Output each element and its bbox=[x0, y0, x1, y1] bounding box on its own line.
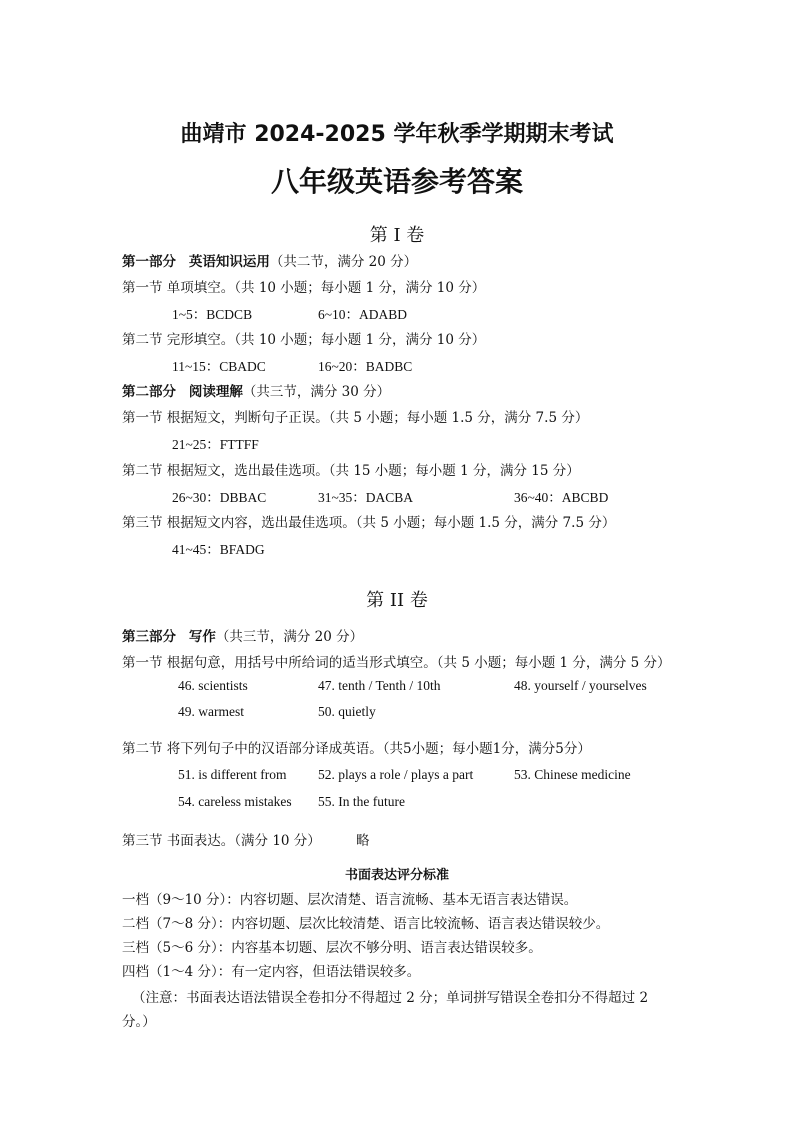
criteria-level-4: 四档（1～4 分）：有一定内容，但语法错误较多。 bbox=[122, 964, 421, 980]
answer-11-15: 11~15：CBADC bbox=[172, 359, 266, 374]
answer-51: 51. is different from bbox=[178, 767, 287, 782]
section-label: 第一节 bbox=[122, 410, 163, 426]
exam-title: 曲靖市 2024-2025 学年秋季学期期末考试 bbox=[180, 122, 614, 147]
answer-55: 55. In the future bbox=[318, 794, 405, 809]
part2-note: （共三节，满分 30 分） bbox=[242, 384, 391, 400]
section-desc: 根据短文，选出最佳选项。（共 15 小题；每小题 1 分，满分 15 分） bbox=[166, 463, 580, 479]
answer-47: 47. tenth / Tenth / 10th bbox=[318, 678, 441, 693]
p2s3-heading bbox=[122, 511, 615, 531]
p3s3-heading bbox=[122, 829, 321, 849]
part3-label: 第三部分 bbox=[122, 629, 176, 645]
answer-21-25: 21~25：FTTFF bbox=[172, 437, 259, 452]
section-label: 第二节 bbox=[122, 463, 163, 479]
answer-48: 48. yourself / yourselves bbox=[514, 678, 647, 693]
section-desc: 完形填空。（共 10 小题；每小题 1 分，满分 10 分） bbox=[166, 332, 486, 348]
answer-50: 50. quietly bbox=[318, 704, 376, 719]
answer-46: 46. scientists bbox=[178, 678, 248, 693]
section-label: 第一节 bbox=[122, 280, 163, 296]
part3-note: （共三节，满分 20 分） bbox=[215, 629, 364, 645]
p1s1-heading bbox=[122, 276, 485, 296]
answer-6-10: 6~10：ADABD bbox=[318, 307, 408, 322]
section-desc: 根据句意，用括号中所给词的适当形式填空。（共 5 小题；每小题 1 分，满分 5 分） bbox=[166, 655, 671, 671]
section-desc: 根据短文内容，选出最佳选项。（共 5 小题；每小题 1.5 分，满分 7.5 分） bbox=[166, 515, 616, 531]
answer-16-20: 16~20：BADBC bbox=[318, 359, 413, 374]
section-label: 第一节 bbox=[122, 655, 163, 671]
section-desc: 书面表达。（满分 10 分） bbox=[166, 833, 321, 849]
part2-name: 阅读理解 bbox=[188, 384, 243, 400]
criteria-note-cont: 分。） bbox=[122, 1014, 156, 1030]
answer-key-title: 八年级英语参考答案 bbox=[270, 165, 523, 198]
p2s1-heading bbox=[122, 406, 588, 426]
p2s2-heading bbox=[122, 459, 580, 479]
answer-49: 49. warmest bbox=[178, 704, 244, 719]
answer-1-5: 1~5：BCDCB bbox=[172, 307, 253, 322]
answer-26-30: 26~30：DBBAC bbox=[172, 490, 267, 505]
section-label: 第二节 bbox=[122, 741, 163, 757]
part1-label: 第一部分 bbox=[122, 254, 176, 270]
part2-heading bbox=[122, 380, 390, 400]
part2-label: 第二部分 bbox=[122, 384, 176, 400]
answer-52: 52. plays a role / plays a part bbox=[318, 767, 474, 782]
answer-41-45: 41~45：BFADG bbox=[172, 542, 265, 557]
p3s2-heading bbox=[122, 737, 591, 757]
section-label: 第三节 bbox=[122, 833, 163, 849]
criteria-level-1: 一档（9～10 分）：内容切题、层次清楚、语言流畅、基本无语言表达错误。 bbox=[122, 892, 578, 908]
volume-2-heading: 第 II 卷 bbox=[366, 590, 428, 611]
answer-53: 53. Chinese medicine bbox=[514, 767, 631, 782]
section-desc: 单项填空。（共 10 小题；每小题 1 分，满分 10 分） bbox=[166, 280, 486, 296]
p1s2-heading bbox=[122, 328, 485, 348]
criteria-note: （注意：书面表达语法错误全卷扣分不得超过 2 分；单词拼写错误全卷扣分不得超过 2 bbox=[132, 990, 649, 1006]
answer-31-35: 31~35：DACBA bbox=[318, 490, 414, 505]
part1-note: （共二节，满分 20 分） bbox=[269, 254, 418, 270]
answer-36-40: 36~40：ABCBD bbox=[514, 490, 609, 505]
p3s1-heading bbox=[122, 651, 671, 671]
volume-1-heading: 第 I 卷 bbox=[369, 225, 425, 246]
section-label: 第三节 bbox=[122, 515, 163, 531]
criteria-level-3: 三档（5～6 分）：内容基本切题、层次不够分明、语言表达错误较多。 bbox=[122, 940, 542, 956]
section-desc: 根据短文，判断句子正误。（共 5 小题；每小题 1.5 分，满分 7.5 分） bbox=[166, 410, 589, 426]
section-desc: 将下列句子中的汉语部分译成英语。（共5小题；每小题1分，满分5分） bbox=[166, 741, 591, 757]
criteria-level-2: 二档（7～8 分）：内容切题、层次比较清楚、语言比较流畅、语言表达错误较少。 bbox=[122, 916, 610, 932]
section-label: 第二节 bbox=[122, 332, 163, 348]
part1-name: 英语知识运用 bbox=[188, 254, 270, 270]
writing-answer: 略 bbox=[356, 833, 370, 849]
answer-54: 54. careless mistakes bbox=[178, 794, 292, 809]
part3-heading bbox=[122, 625, 363, 645]
part3-name: 写作 bbox=[188, 629, 216, 645]
part1-heading bbox=[122, 250, 417, 270]
criteria-title: 书面表达评分标准 bbox=[344, 868, 449, 883]
